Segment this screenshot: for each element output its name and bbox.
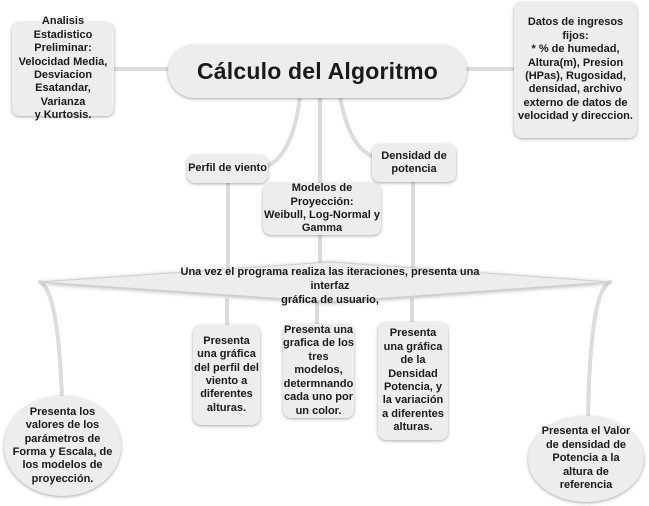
out-densidad-text: Presenta una gráfica de la Densidad Potencia, y la variación a diferentes alturas. [382,327,444,434]
perfil-box [187,155,268,183]
connector-title-densidad [340,97,375,157]
modelos-text: Modelos de Proyección: Weibull, Log-Normal y Gamma [264,182,380,235]
connector-title-perfil [262,97,300,168]
out-densidad-box [378,322,448,440]
decision-text: Una vez el programa realiza las iteraciones, presenta una interfaz gráfica de usuario, [180,266,480,306]
left-note-text: Analisis Estadistico Preliminar: Velocidad Media, Desviacion Esatandar, Varianza y Kurtosis. [18,15,108,122]
out-parametros-ellipse [4,396,121,496]
out-perfil-text: Presenta una gráfica del perfil del viento a diferentes alturas. [194,334,259,414]
densidad-box [372,144,456,182]
out-valor-ellipse [528,416,644,502]
modelos-box [263,183,381,235]
out-parametros-text: Presenta los valores de los parámetros de Forma y Escala, de los modelos de proyección. [12,405,113,485]
densidad-text: Densidad de potencia [381,149,447,175]
out-modelos-box [283,324,354,418]
out-modelos-text: Presenta una grafica de los tres modelos, determnando cada uno por un color. [283,324,354,417]
left-note-box [12,15,114,122]
title-box [168,45,467,98]
right-note-text: Datos de ingresos fijos: * % de humedad, Altura(m), Presion (HPas), Rugosidad, densidad, archivo externo de datos de velocidad y direccion. [518,16,633,123]
perfil-text: Perfil de viento [188,162,267,175]
out-perfil-box [193,325,260,425]
right-note-box [514,2,637,138]
out-valor-text: Presenta el Valor de densidad de Potencia a la altura de referencia [541,425,631,492]
connector-decision-parametros [40,282,62,398]
diagram-title: Cálculo del Algoritmo [196,58,439,85]
connector-decision-valor [588,282,610,420]
